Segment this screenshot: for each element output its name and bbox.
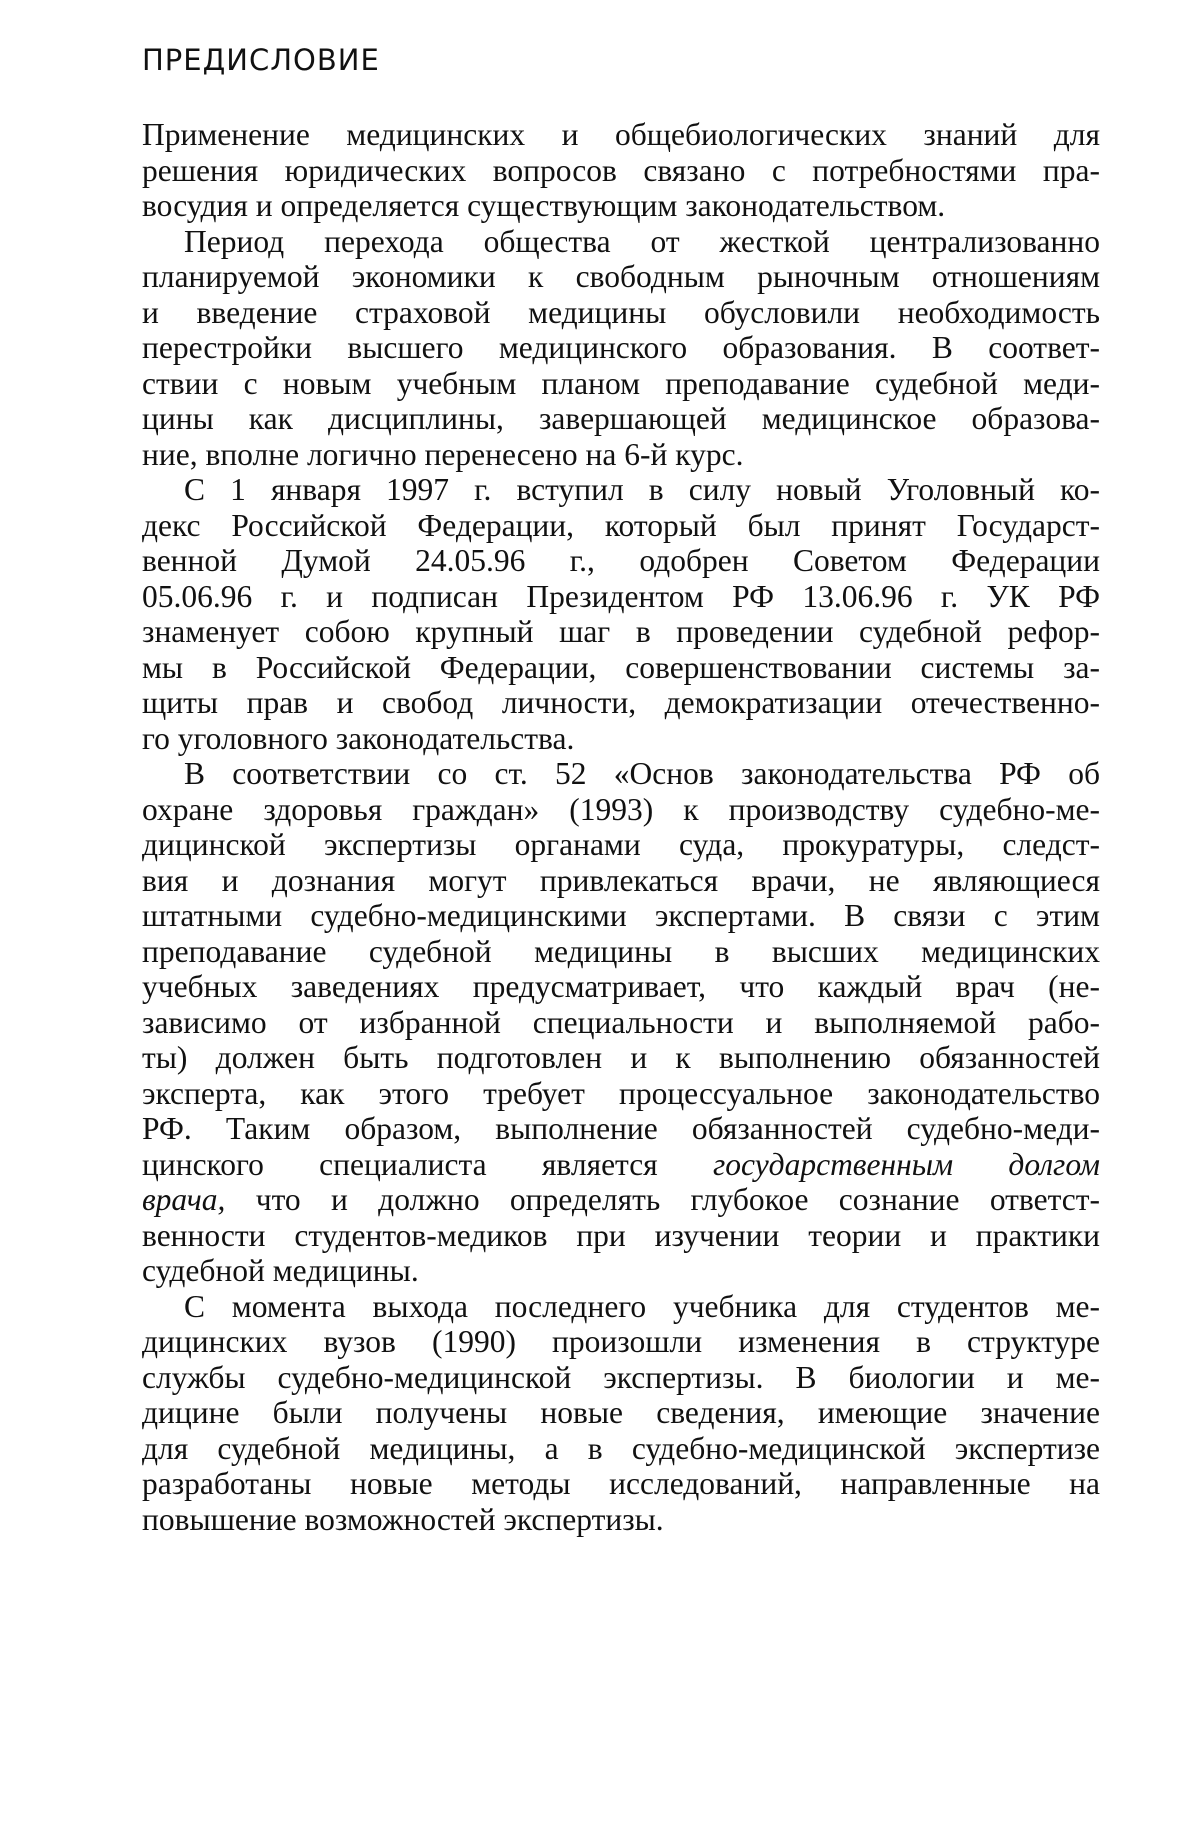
paragraph-1 [142, 117, 1100, 224]
text-line: и введение страховой медицины обусловили необходимость [142, 294, 1100, 330]
page-title: ПРЕДИСЛОВИЕ [142, 43, 380, 77]
text-line: преподавание судебной медицины в высших медицинских [142, 933, 1100, 969]
text-line: восудия и определяется существующим законодательством. [142, 188, 946, 223]
text-line: Применение медицинских и общебиологических знаний для [142, 117, 1100, 152]
text-line: перестройки высшего медицинского образования. В соответ- [142, 330, 1100, 365]
text-line: цины как дисциплины, завершающей медицинское образова- [142, 401, 1100, 436]
text-line: щиты прав и свобод личности, демократизации отечественно- [142, 685, 1100, 720]
text-line: ты) должен быть подготовлен и к выполнению обязанностей [142, 1040, 1100, 1075]
document-body [142, 117, 1100, 1537]
text-line: ствии с новым учебным планом преподавание судебной меди- [142, 365, 1100, 401]
text-line: 05.06.96 г. и подписан Президентом РФ 13.06.96 г. УК РФ [142, 578, 1100, 614]
emphasis-text: врача, [142, 1182, 226, 1217]
text-line: дицинских вузов (1990) произошли изменения в структуре [142, 1324, 1100, 1359]
paragraph-5 [142, 1289, 1100, 1538]
text-line: для судебной медицины, а в судебно-медицинской экспертизе [142, 1430, 1100, 1466]
text-line-with-emphasis [142, 1147, 1100, 1183]
text-line: эксперта, как этого требует процессуальное законодательство [142, 1075, 1100, 1111]
text-line: решения юридических вопросов связано с потребностями пра- [142, 152, 1100, 188]
text-line: ние, вполне логично перенесено на 6-й курс. [142, 436, 744, 472]
paragraph-2 [142, 224, 1100, 473]
text-line: охране здоровья граждан» (1993) к производству судебно-ме- [142, 791, 1100, 827]
text-line: С 1 января 1997 г. вступил в силу новый Уголовный ко- [184, 472, 1100, 507]
text-line: учебных заведениях предусматривает, что каждый врач (не- [142, 969, 1100, 1004]
text-line: РФ. Таким образом, выполнение обязанностей судебно-меди- [142, 1111, 1100, 1146]
text-line: венности студентов-медиков при изучении теории и практики [142, 1217, 1100, 1253]
text-line: декс Российской Федерации, который был принят Государст- [142, 507, 1100, 543]
text-line-with-emphasis [142, 1182, 1100, 1218]
text-segment: цинского специалиста является [142, 1146, 713, 1182]
text-line: дицине были получены новые сведения, имеющие значение [142, 1395, 1100, 1430]
text-line: знаменует собою крупный шаг в проведении судебной рефор- [142, 614, 1100, 649]
text-line: мы в Российской Федерации, совершенствовании системы за- [142, 649, 1100, 685]
text-line: Период перехода общества от жесткой централизованно [184, 223, 1100, 259]
text-line: С момента выхода последнего учебника для студентов ме- [184, 1288, 1100, 1324]
text-line: судебной медицины. [142, 1253, 419, 1288]
paragraph-4 [142, 756, 1100, 1289]
text-line: дицинской экспертизы органами суда, прокуратуры, следст- [142, 827, 1100, 862]
text-line: штатными судебно-медицинскими экспертами. В связи с этим [142, 898, 1100, 933]
text-line: В соответствии со ст. 52 «Основ законодательства РФ об [184, 756, 1100, 791]
text-segment: что и должно определять глубокое сознание ответст- [225, 1182, 1100, 1217]
text-line: повышение возможностей экспертизы. [142, 1501, 664, 1537]
text-line: вия и дознания могут привлекаться врачи, не являющиеся [142, 862, 1100, 898]
text-line: зависимо от избранной специальности и выполняемой рабо- [142, 1004, 1100, 1040]
text-line: го уголовного законодательства. [142, 720, 575, 756]
text-line: службы судебно-медицинской экспертизы. В биологии и ме- [142, 1359, 1100, 1395]
paragraph-3 [142, 472, 1100, 756]
text-line: разработаны новые методы исследований, направленные на [142, 1466, 1100, 1501]
text-line: планируемой экономики к свободным рыночным отношениям [142, 259, 1100, 294]
text-line: венной Думой 24.05.96 г., одобрен Советом Федерации [142, 543, 1100, 578]
emphasis-text: государственным долгом [712, 1146, 1101, 1182]
